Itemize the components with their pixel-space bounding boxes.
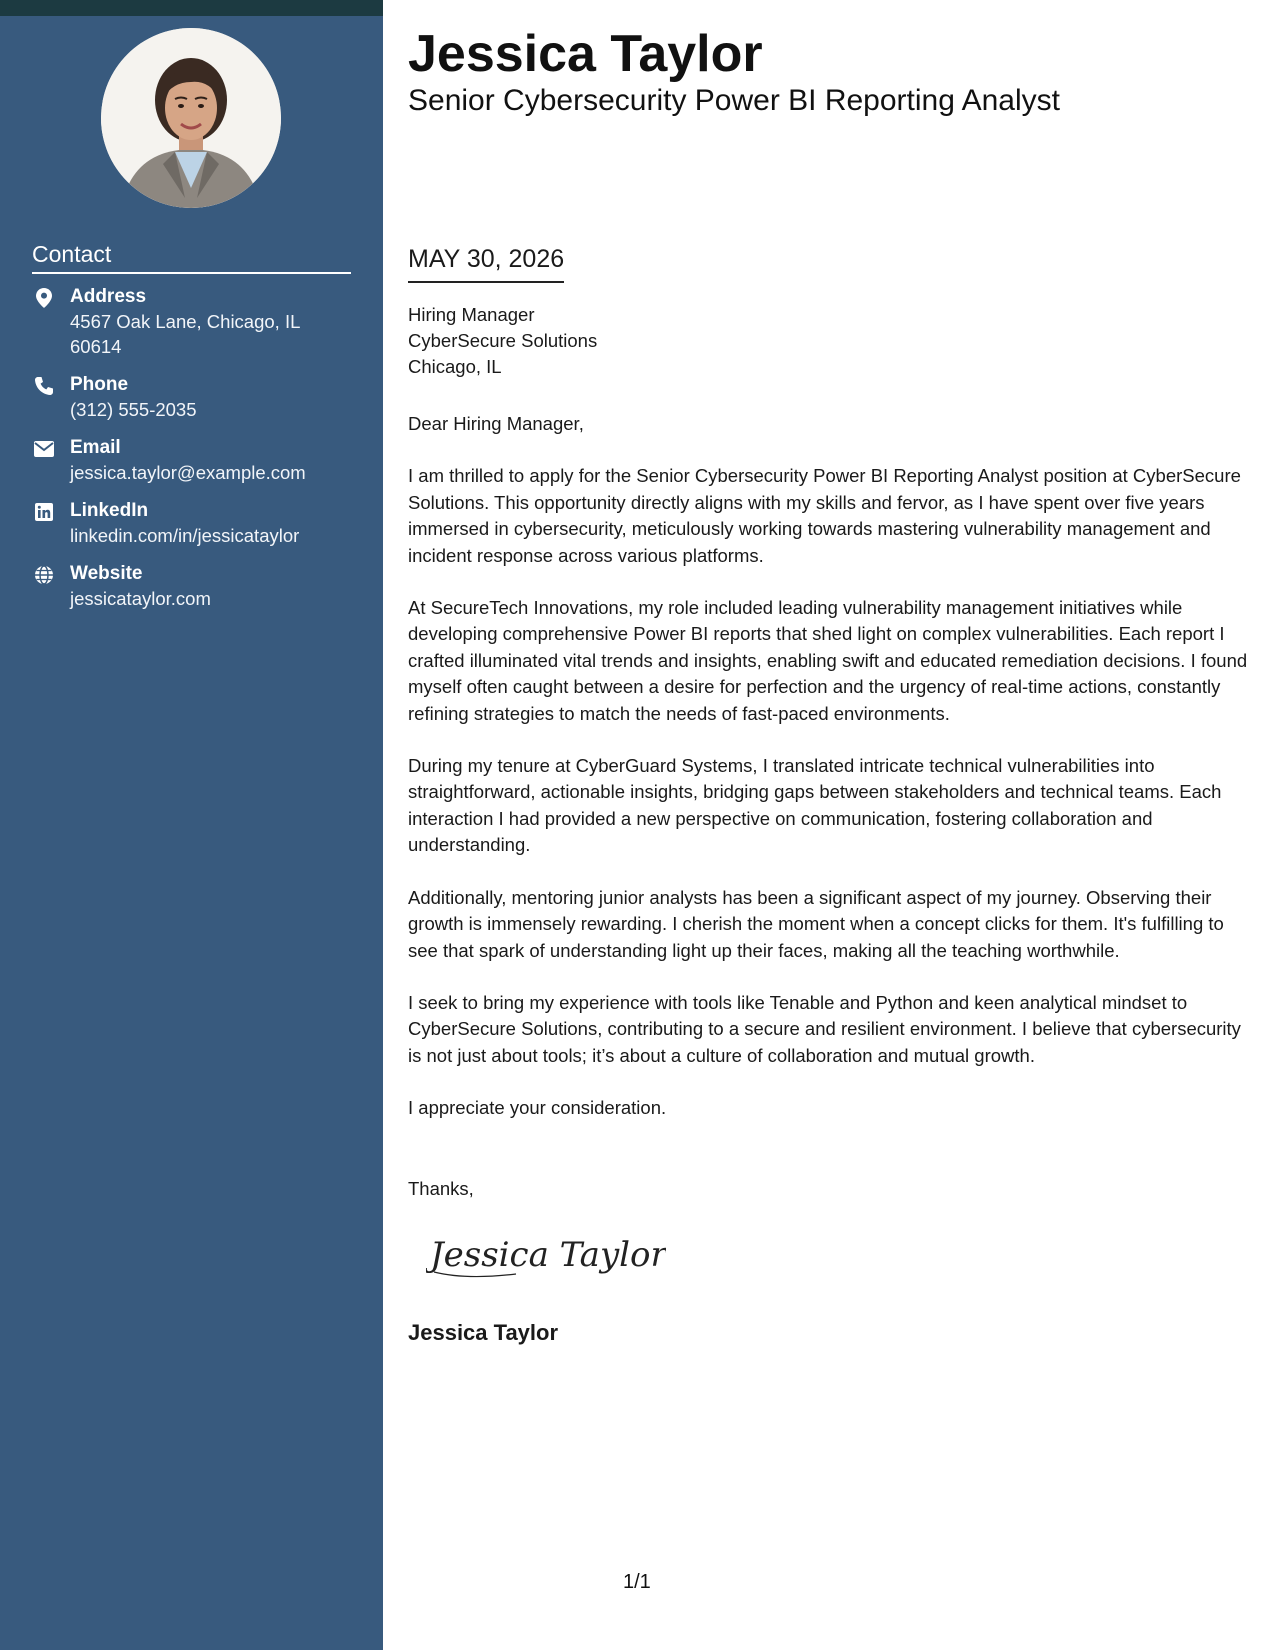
- sidebar: [0, 0, 383, 1650]
- letter-body: [408, 411, 1248, 1148]
- signoff: Thanks,: [408, 1178, 474, 1199]
- phone-icon: [32, 374, 56, 398]
- contact-item-address: [32, 284, 352, 359]
- globe-icon: [32, 563, 56, 587]
- contact-label: Address: [70, 286, 147, 307]
- greeting: Dear Hiring Manager,: [408, 413, 584, 434]
- recipient-title: Hiring Manager: [408, 304, 535, 325]
- job-title: Senior Cybersecurity Power BI Reporting Analyst: [408, 84, 1060, 117]
- recipient-block: [408, 302, 597, 380]
- linkedin-icon: [32, 500, 56, 524]
- avatar: [101, 28, 281, 208]
- applicant-name: Jessica Taylor: [408, 25, 763, 83]
- phone-value: (312) 555-2035: [70, 399, 197, 420]
- signed-name: Jessica Taylor: [408, 1320, 559, 1345]
- recipient-location: Chicago, IL: [408, 356, 502, 377]
- contact-item-email: [32, 435, 352, 485]
- contact-item-phone: [32, 372, 352, 422]
- signature-text: Jessica Taylor: [430, 1235, 666, 1275]
- contact-label: Website: [70, 563, 143, 584]
- letter-date: MAY 30, 2026: [408, 243, 564, 283]
- contact-label: LinkedIn: [70, 500, 149, 521]
- paragraph: I appreciate your consideration.: [408, 1097, 667, 1119]
- paragraph: I am thrilled to apply for the Senior Cybersecurity Power BI Reporting Analyst position at CyberSecure Solutions. This opportunity directly aligns with my skills and fervor, as I have spent over five years immersed in cybersecurity, meticulously working towards mastering vulnerability management and incident response across various platforms.: [408, 465, 1241, 566]
- contact-item-website: [32, 561, 352, 611]
- contact-heading: Contact: [32, 240, 351, 274]
- contact-label: Phone: [70, 374, 129, 395]
- contact-label: Email: [70, 437, 121, 458]
- contact-item-linkedin: [32, 498, 352, 548]
- paragraph: At SecureTech Innovations, my role included leading vulnerability management initiatives while developing comprehensive Power BI reports that shed light on complex vulnerabilities. Each report I crafted illuminated vital trends and insights, enabling swift and educated remediation decisions. I found myself often caught between a desire for perfection and the urgency of real-time actions, constantly refining strategies to match the needs of fast-paced environments.: [408, 597, 1248, 724]
- website-value[interactable]: jessicataylor.com: [70, 588, 211, 609]
- paragraph: During my tenure at CyberGuard Systems, I translated intricate technical vulnerabilities into straightforward, actionable insights, bridging gaps between stakeholders and technical teams. Each interaction I had provided a new perspective on communication, fostering collaboration and understanding.: [408, 755, 1222, 856]
- paragraph: Additionally, mentoring junior analysts has been a significant aspect of my journey. Observing their growth is immensely rewarding. I cherish the moment when a concept clicks for them. It's fulfilling to see that spark of understanding light up their faces, making all the teaching worthwhile.: [408, 886, 1224, 961]
- contact-list: [32, 284, 352, 624]
- email-value[interactable]: jessica.taylor@example.com: [70, 462, 306, 483]
- recipient-company: CyberSecure Solutions: [408, 330, 598, 351]
- map-pin-icon: [32, 286, 56, 310]
- address-value: 4567 Oak Lane, Chicago, IL 60614: [70, 311, 300, 357]
- sidebar-top-bar: [0, 0, 383, 16]
- email-icon: [32, 437, 56, 461]
- paragraph: I seek to bring my experience with tools like Tenable and Python and keen analytical mindset to CyberSecure Solutions, contributing to a secure and resilient environment. I believe that cybersecurity is not just about tools; it’s about a culture of collaboration and mutual growth.: [408, 991, 1241, 1066]
- linkedin-value[interactable]: linkedin.com/in/jessicataylor: [70, 525, 300, 546]
- page-number: 1/1: [623, 1571, 651, 1593]
- handwritten-signature: [426, 1224, 666, 1289]
